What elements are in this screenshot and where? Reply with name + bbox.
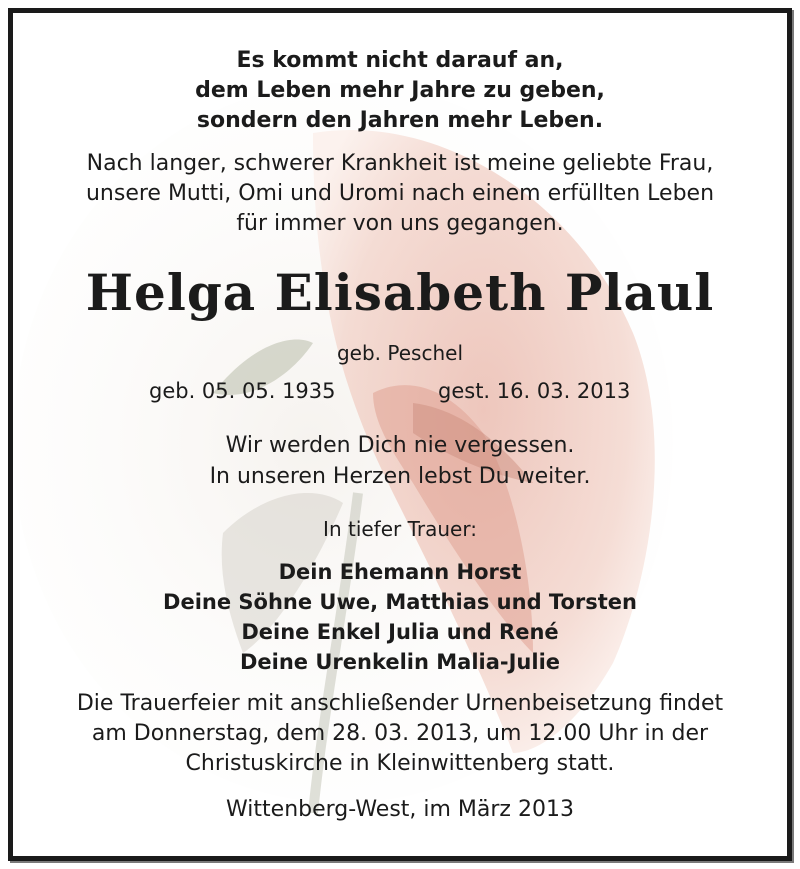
service-line-1: Die Trauerfeier mit anschließender Urnenbeisetzung findet [76,691,724,716]
announcement-line-3: für immer von uns gegangen. [236,211,564,236]
announcement-line-1: Nach langer, schwerer Krankheit ist meine geliebte Frau, [86,151,714,176]
birth-date: geb. 05. 05. 1935 [149,379,336,403]
remembrance-line-1: Wir werden Dich nie vergessen. [225,433,575,458]
remembrance-line-2: In unseren Herzen lebst Du weiter. [209,464,591,489]
notice-text [13,13,787,856]
mourning-intro: In tiefer Trauer: [323,517,477,541]
mourner-line: Deine Urenkelin Malia-Julie [239,650,561,674]
motto-line-1: Es kommt nicht darauf an, [236,48,564,73]
life-dates [13,376,787,406]
motto-line-3: sondern den Jahren mehr Leben. [196,108,604,133]
announcement-line-2: unsere Mutti, Omi und Uromi nach einem erfüllten Leben [85,181,715,206]
mourner-line: Deine Söhne Uwe, Matthias und Torsten [163,590,637,614]
motto-line-2: dem Leben mehr Jahre zu geben, [195,78,605,103]
death-date: gest. 16. 03. 2013 [438,379,631,403]
obituary-notice [8,8,792,861]
deceased-name: Helga Elisabeth Plaul [85,263,715,322]
service-line-2: am Donnerstag, dem 28. 03. 2013, um 12.00 Uhr in der [91,721,709,746]
maiden-name: geb. Peschel [336,341,463,365]
place-and-date: Wittenberg-West, im März 2013 [226,797,574,822]
service-line-3: Christuskirche in Kleinwittenberg statt. [185,751,615,776]
mourner-line: Dein Ehemann Horst [278,560,522,584]
mourner-line: Deine Enkel Julia und René [241,620,559,644]
